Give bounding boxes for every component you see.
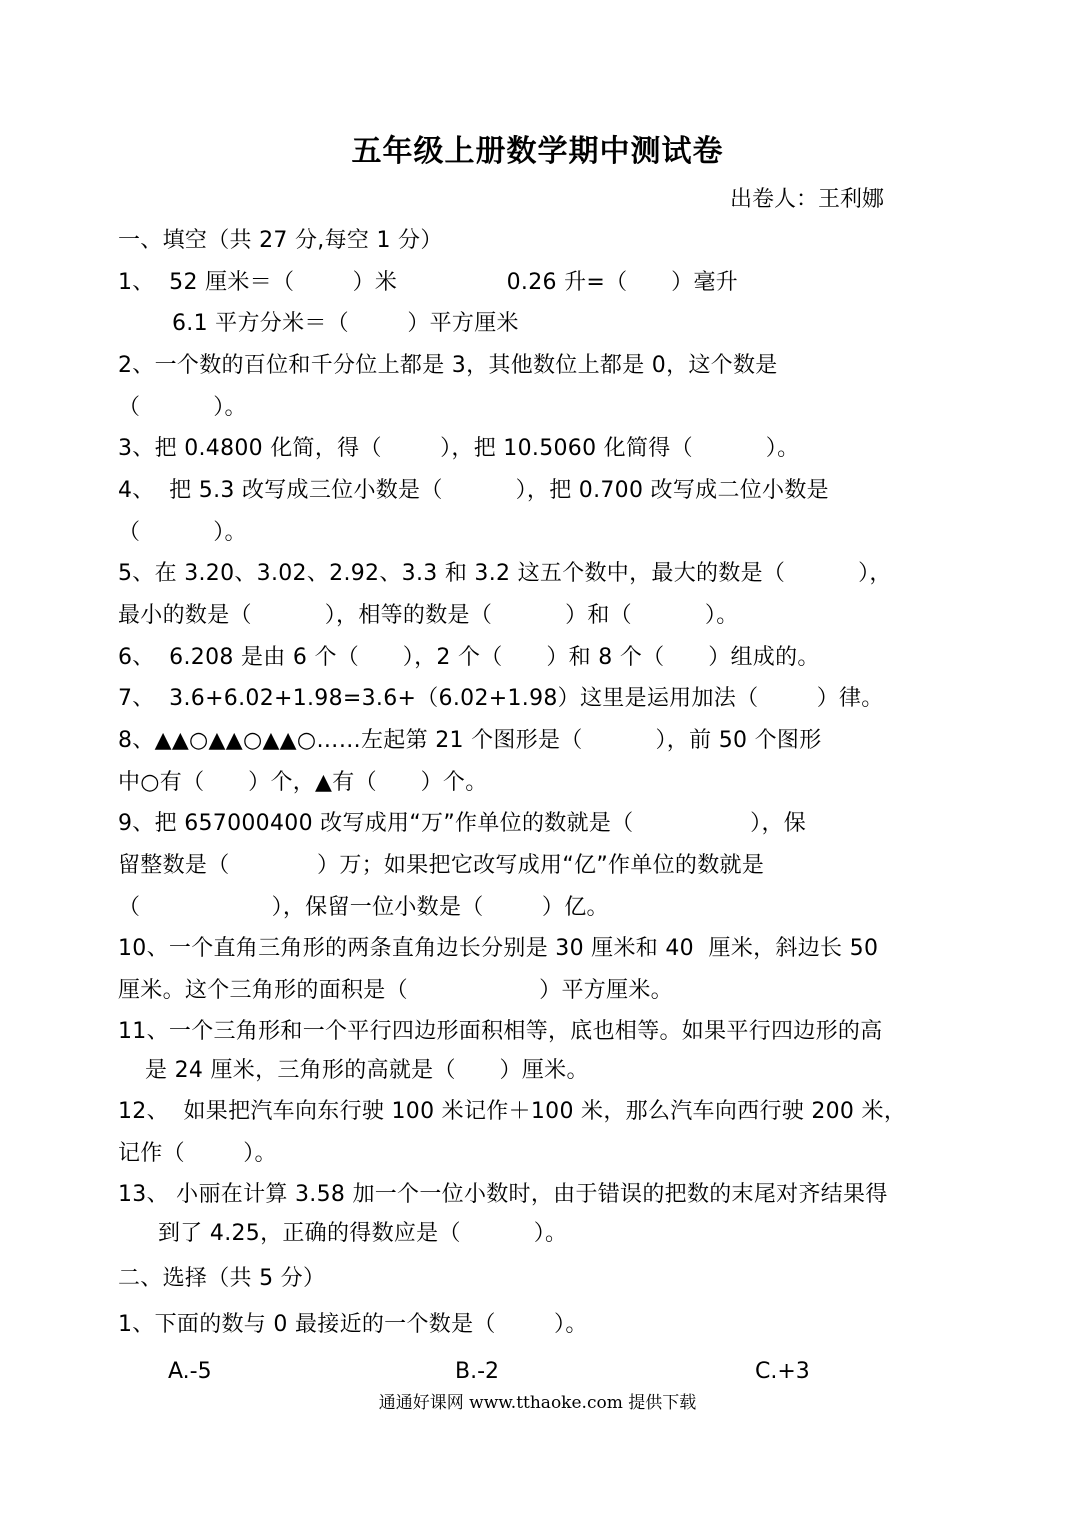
s2-q1-line: 1、下面的数与 0 最接近的一个数是（ ）。 — [118, 1312, 588, 1337]
q10-line1: 10、一个直角三角形的两条直角边长分别是 30 厘米和 40 厘米，斜边长 50 — [118, 936, 879, 961]
q13-line2: 到了 4.25，正确的得数应是（ ）。 — [158, 1221, 568, 1246]
q11-line2: 是 24 厘米，三角形的高就是（ ）厘米。 — [145, 1058, 589, 1083]
page-title: 五年级上册数学期中测试卷 — [351, 134, 724, 169]
q12-line2: 记作（ ）。 — [118, 1141, 277, 1166]
q1-line1: 1、 52 厘米＝（ ）米 0.26 升=（ ）毫升 — [118, 270, 739, 295]
choice-b: B.-2 — [455, 1359, 500, 1384]
q9-line1: 9、把 657000400 改写成用“万”作单位的数就是（ ），保 — [118, 811, 807, 836]
section2-heading: 二、选择（共 5 分） — [118, 1266, 326, 1291]
q5-line1: 5、在 3.20、3.02、2.92、3.3 和 3.2 这五个数中，最大的数是（ ）， — [118, 561, 892, 586]
choice-a: A.-5 — [168, 1359, 212, 1384]
q1-line2: 6.1 平方分米＝（ ）平方厘米 — [172, 311, 519, 336]
q3-line1: 3、把 0.4800 化简，得（ ），把 10.5060 化简得（ ）。 — [118, 436, 800, 461]
q6-line1: 6、 6.208 是由 6 个（ ），2 个（ ）和 8 个（ ）组成的。 — [118, 645, 820, 670]
q7-line1: 7、 3.6+6.02+1.98=3.6+（6.02+1.98）这里是运用加法（ ）律。 — [118, 686, 884, 711]
q8-line1: 8、▲▲○▲▲○▲▲○……左起第 21 个图形是（ ），前 50 个图形 — [118, 728, 822, 753]
author-line: 出卷人：王利娜 — [730, 187, 885, 212]
q11-line1: 11、一个三角形和一个平行四边形面积相等，底也相等。如果平行四边形的高 — [118, 1019, 883, 1044]
q4-line2: （ ）。 — [118, 520, 247, 545]
q10-line2: 厘米。这个三角形的面积是（ ）平方厘米。 — [118, 978, 673, 1003]
choice-c: C.+3 — [755, 1359, 810, 1384]
q5-line2: 最小的数是（ ），相等的数是（ ）和（ ）。 — [118, 603, 739, 628]
q9-line3: （ ），保留一位小数是（ ）亿。 — [118, 895, 609, 920]
q8-line2: 中○有（ ）个，▲有（ ）个。 — [118, 770, 488, 795]
q12-line1: 12、 如果把汽车向东行驶 100 米记作＋100 米，那么汽车向西行驶 200 米， — [118, 1099, 907, 1124]
q4-line1: 4、 把 5.3 改写成三位小数是（ ），把 0.700 改写成二位小数是 — [118, 478, 829, 503]
q2-line1: 2、一个数的百位和千分位上都是 3，其他数位上都是 0，这个数是 — [118, 353, 778, 378]
q13-line1: 13、 小丽在计算 3.58 加一个一位小数时，由于错误的把数的末尾对齐结果得 — [118, 1182, 888, 1207]
q9-line2: 留整数是（ ）万；如果把它改写成用“亿”作单位的数就是 — [118, 853, 765, 878]
section1-heading: 一、填空（共 27 分,每空 1 分） — [118, 228, 443, 253]
q2-line2: （ ）。 — [118, 395, 247, 420]
footer-credit: 通通好课网 www.tthaoke.com 提供下载 — [378, 1393, 697, 1413]
